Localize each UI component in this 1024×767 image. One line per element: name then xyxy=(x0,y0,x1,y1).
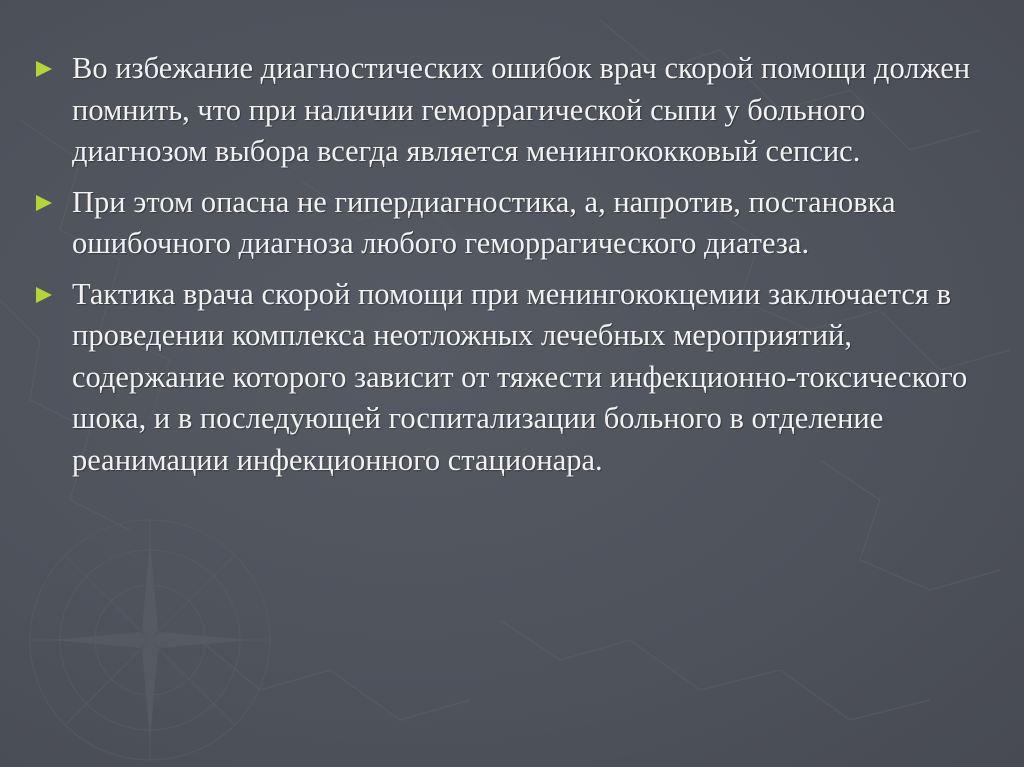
bullet-list xyxy=(30,48,1000,490)
bullet-text: Тактика врача скорой помощи при менингококцемии заключается в проведении комплекса неотложных лечебных мероприятий, содержание которого зависит от тяжести инфекционно-токсического шока, и в последующей госпитализации больного в отделение реанимации инфекционного стационара. xyxy=(72,276,968,477)
bullet-item xyxy=(30,48,1000,173)
triangle-bullet-icon xyxy=(30,274,72,303)
bullet-item xyxy=(30,182,1000,265)
bullet-text: Во избежание диагностических ошибок врач скорой помощи должен помнить, что при наличии геморрагической сыпи у больного диагнозом выбора всегда является менингококковый сепсис. xyxy=(72,51,971,168)
triangle-bullet-icon xyxy=(30,182,72,211)
bullet-text: При этом опасна не гипердиагностика, а, напротив, постановка ошибочного диагноза любого геморрагического диатеза. xyxy=(72,184,896,260)
triangle-bullet-icon xyxy=(30,48,72,77)
bullet-item xyxy=(30,274,1000,482)
